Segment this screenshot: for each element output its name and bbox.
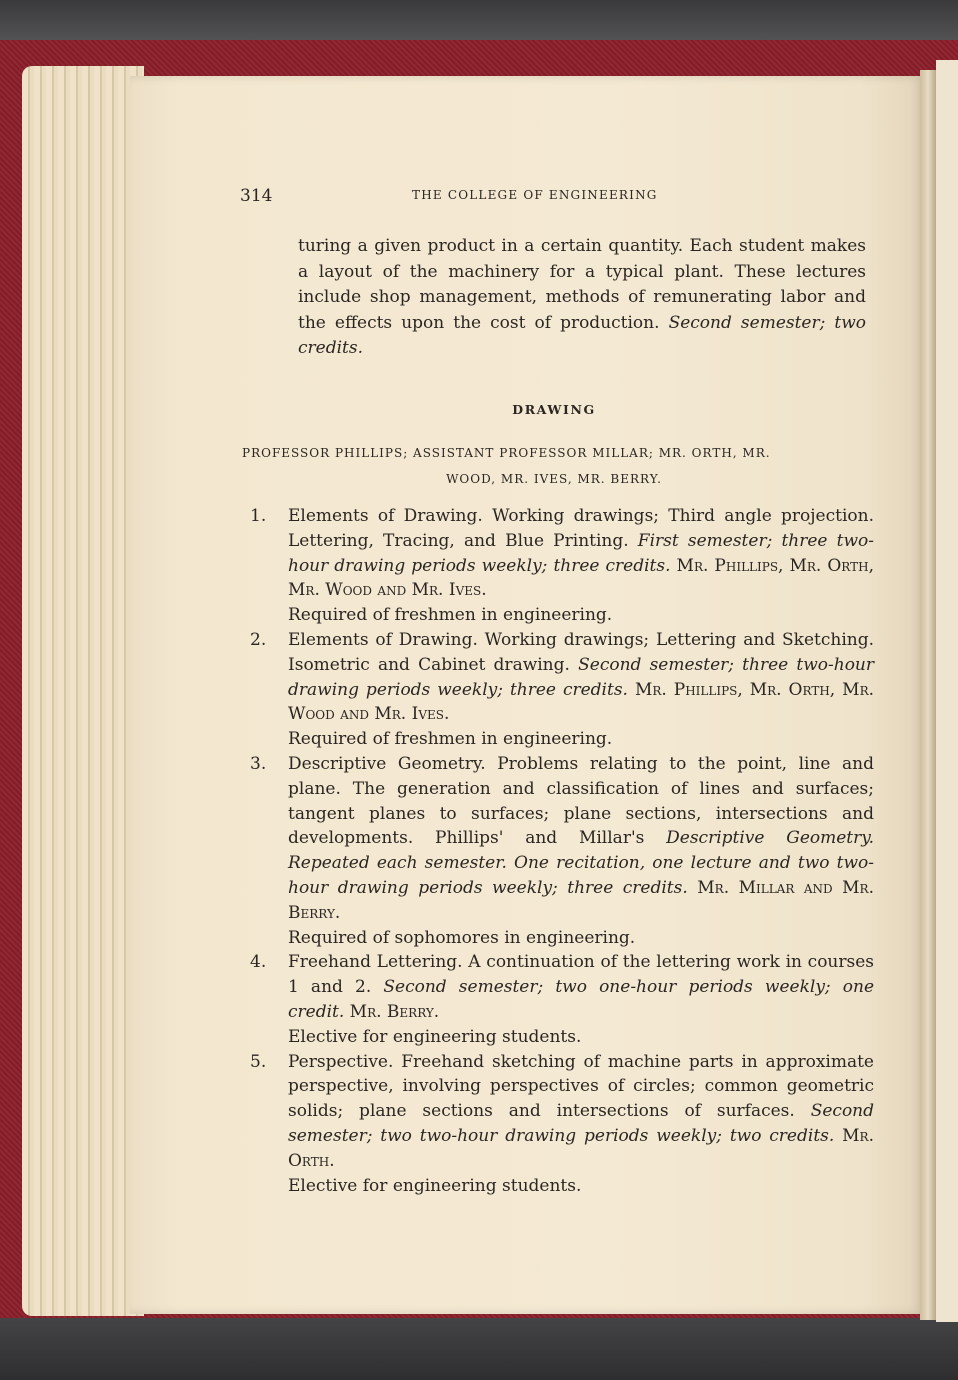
course-item xyxy=(250,752,874,950)
intro-text: turing a given product in a certain quantity. Each student makes a layout of the machinery for a typical plant. These lectures include shop management, methods of remunerating labor and the effects upon the cost of production. xyxy=(298,236,866,333)
course-instructors: Mr. Phillips, Mr. Orth, Mr. Wood and Mr. Ives. xyxy=(288,555,874,601)
course-list xyxy=(250,504,874,1198)
course-requirement: Elective for engineering students. xyxy=(288,1175,582,1196)
course-description: A continuation of the lettering work in courses 1 and 2. xyxy=(288,952,875,998)
course-number: 1. xyxy=(250,506,267,526)
course-item xyxy=(250,950,874,1049)
course-description: Problems relating to the point, line and plane. The generation and classification of lines and surfaces; tangent planes to surfaces; plane sections, intersections and developments. Phillips' and Millar's xyxy=(288,753,875,849)
running-title: THE COLLEGE OF ENGINEERING xyxy=(412,188,658,202)
course-body xyxy=(288,950,874,1024)
course-description: Working drawings; Third angle projection. Lettering, Tracing, and Blue Printing. xyxy=(288,506,874,551)
course-title: Freehand Lettering. xyxy=(288,952,463,973)
course-number: 4. xyxy=(250,952,267,973)
course-number: 3. xyxy=(250,753,267,774)
course-title: Perspective. xyxy=(288,1051,394,1072)
course-instructors: Mr. Orth. xyxy=(288,1125,874,1171)
course-requirement: Elective for engineering students. xyxy=(288,1026,582,1047)
course-title: Elements of Drawing. xyxy=(288,506,483,526)
course-instructors: Mr. Millar and Mr. Berry. xyxy=(288,877,874,923)
course-title: Descriptive Geometry. xyxy=(288,753,486,774)
course-title: Elements of Drawing. xyxy=(288,629,478,650)
course-number: 2. xyxy=(250,629,267,650)
course-schedule: Repeated each semester. One recitation, one lecture and two two-hour drawing periods weekly; three credits. xyxy=(288,853,874,898)
course-requirement: Required of freshmen in engineering. xyxy=(288,729,613,750)
staff-line-2: WOOD, MR. IVES, MR. BERRY. xyxy=(446,472,662,486)
running-head xyxy=(240,186,880,210)
course-description: Freehand sketching of machine parts in approximate perspective, involving perspectives of circles; common geometric solids; plane sections and intersections of surfaces. xyxy=(288,1051,874,1122)
course-schedule: Second semester; three two-hour drawing periods weekly; three credits. xyxy=(288,654,875,700)
course-item xyxy=(250,504,874,628)
course-instructors: Mr. Phillips, Mr. Orth, Mr. Wood and Mr. Ives. xyxy=(288,679,875,725)
course-requirement: Required of sophomores in engineering. xyxy=(288,927,636,948)
staff-line-1: PROFESSOR PHILLIPS; ASSISTANT PROFESSOR MILLAR; MR. ORTH, MR. xyxy=(242,446,771,460)
course-number: 5. xyxy=(250,1051,267,1072)
course-body xyxy=(288,752,874,926)
course-body xyxy=(288,628,874,727)
course-instructors: Mr. Berry. xyxy=(349,1001,440,1022)
course-body xyxy=(288,1050,874,1174)
page-number: 314 xyxy=(240,186,273,206)
staff-list xyxy=(242,440,866,492)
section-title: DRAWING xyxy=(512,402,596,417)
intro-credits: Second semester; two credits. xyxy=(298,312,867,358)
course-description: Working drawings; Lettering and Sketching. Isometric and Cabinet drawing. xyxy=(288,629,874,675)
course-textbook: Descriptive Geometry. xyxy=(666,828,874,849)
course-body xyxy=(288,504,874,603)
course-schedule: First semester; three two-hour drawing periods weekly; three credits. xyxy=(288,530,874,576)
course-item xyxy=(250,1050,874,1199)
course-schedule: Second semester; two two-hour drawing periods weekly; two credits. xyxy=(288,1101,875,1146)
intro-paragraph xyxy=(298,234,866,362)
course-schedule: Second semester; two one-hour periods weekly; one credit. xyxy=(288,977,875,1022)
course-item xyxy=(250,628,874,752)
course-requirement: Required of freshmen in engineering. xyxy=(288,605,613,626)
